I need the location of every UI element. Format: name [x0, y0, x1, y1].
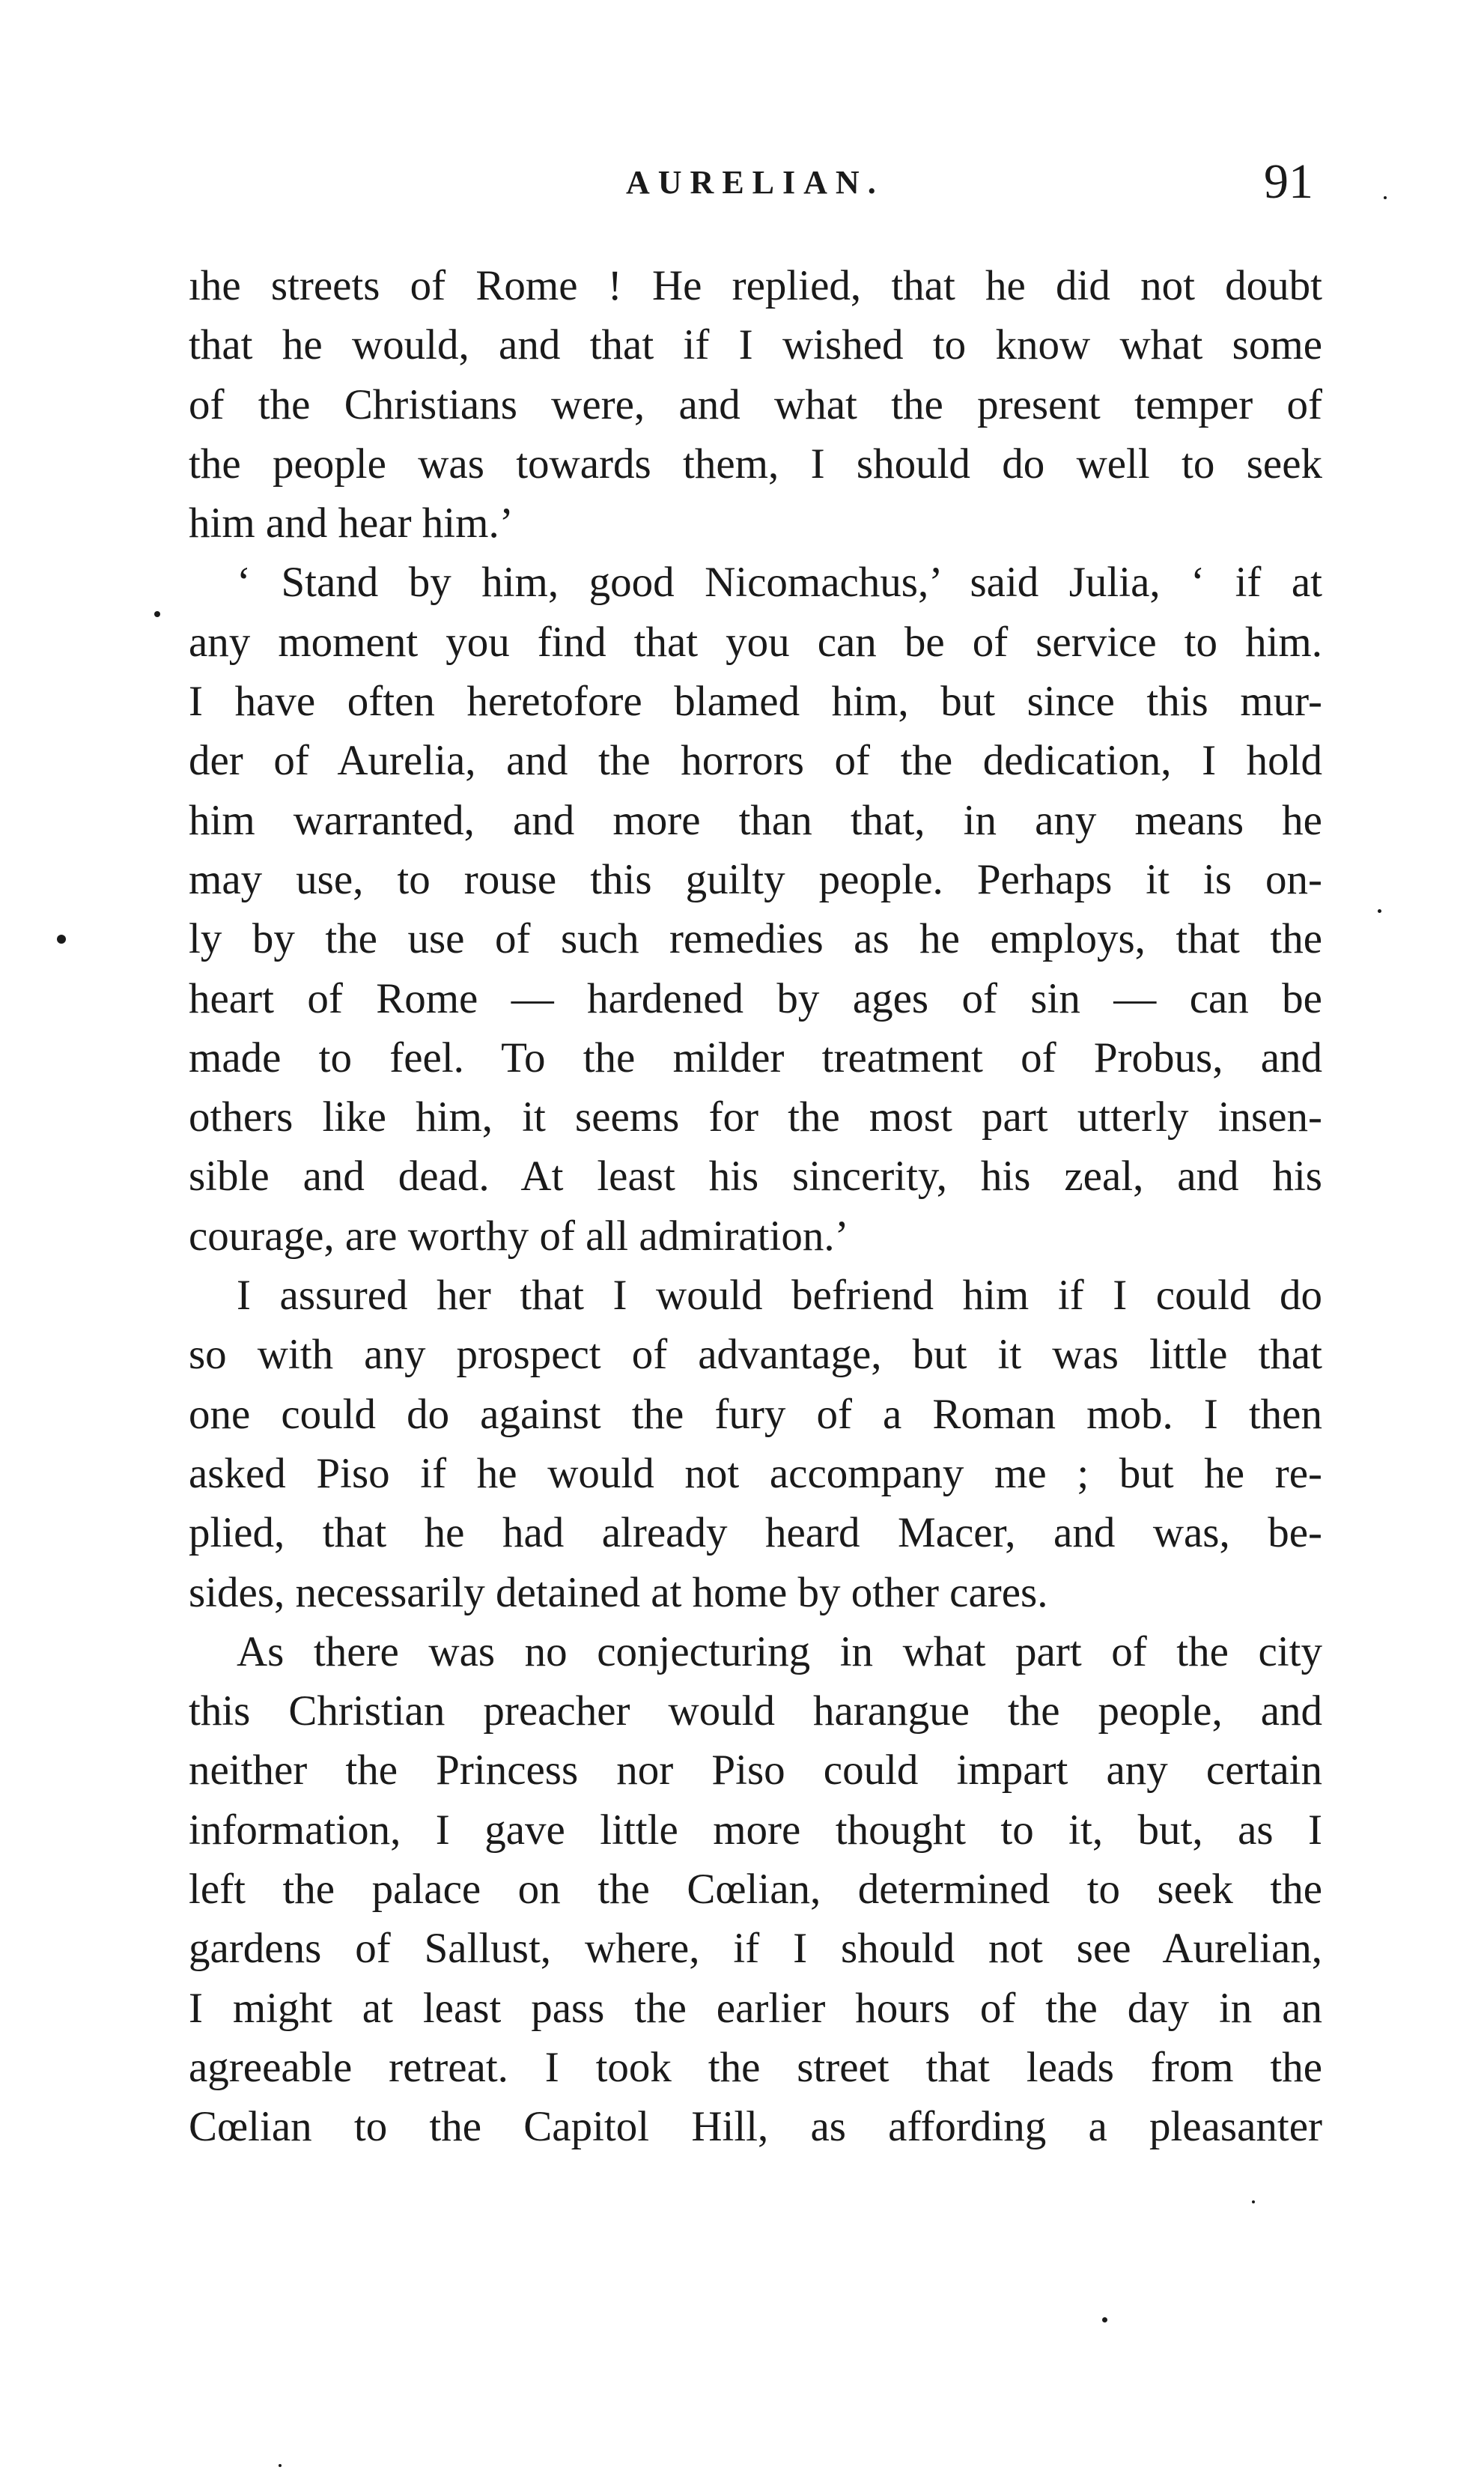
text-line: sides, necessarily detained at home by other cares.: [189, 1568, 1048, 1616]
text-line: any moment you find that you can be of service to him.: [189, 618, 1322, 666]
scan-speck: [1384, 196, 1387, 199]
page-number: 91: [1264, 154, 1313, 209]
running-head: AURELIAN.: [626, 164, 884, 201]
text-line: one could do against the fury of a Roman mob. I then: [189, 1390, 1322, 1438]
scan-speck: [154, 611, 160, 617]
text-line: others like him, it seems for the most part utterly insen-: [189, 1093, 1322, 1141]
text-line: the people was towards them, I should do well to seek: [189, 440, 1322, 488]
text-line: asked Piso if he would not accompany me ; but he re-: [189, 1449, 1322, 1497]
text-line: I assured her that I would befriend him if I could do: [237, 1272, 1322, 1320]
text-line: heart of Rome — hardened by ages of sin — can be: [189, 974, 1322, 1022]
text-line: that he would, and that if I wished to know what some: [189, 321, 1322, 369]
text-line: courage, are worthy of all admiration.’: [189, 1212, 849, 1260]
text-line: I have often heretofore blamed him, but since this mur-: [189, 678, 1322, 726]
scan-speck: [1252, 2200, 1255, 2203]
text-line: Cœlian to the Capitol Hill, as affording a pleasanter: [189, 2103, 1322, 2151]
text-line: information, I gave little more thought to it, but, as I: [189, 1806, 1322, 1854]
scan-speck: [1378, 909, 1381, 913]
text-line: so with any prospect of advantage, but it was little that: [189, 1331, 1322, 1379]
text-line: him and hear him.’: [189, 500, 514, 547]
text-line: of the Christians were, and what the present temper of: [189, 380, 1322, 428]
text-line: der of Aurelia, and the horrors of the dedication, I hold: [189, 737, 1322, 785]
text-line: As there was no conjecturing in what part of the city: [237, 1627, 1322, 1675]
text-line: this Christian preacher would harangue the people, and: [189, 1687, 1322, 1735]
scan-speck: [57, 935, 66, 944]
text-line: plied, that he had already heard Macer, and was, be-: [189, 1509, 1322, 1557]
scan-speck: [1102, 2317, 1107, 2322]
body-text: [189, 256, 1322, 2157]
text-line: sible and dead. At least his sincerity, his zeal, and his: [189, 1153, 1322, 1201]
text-line: ‘ Stand by him, good Nicomachus,’ said Julia, ‘ if at: [237, 559, 1322, 607]
text-line: ly by the use of such remedies as he employs, that the: [189, 915, 1322, 963]
text-line: him warranted, and more than that, in any means he: [189, 796, 1322, 844]
text-line: left the palace on the Cœlian, determined to seek the: [189, 1866, 1322, 1914]
text-line: ıhe streets of Rome ! He replied, that he did not doubt: [189, 262, 1322, 309]
text-line: I might at least pass the earlier hours of the day in an: [189, 1984, 1322, 2032]
scan-speck: [279, 2464, 282, 2467]
text-line: gardens of Sallust, where, if I should not see Aurelian,: [189, 1925, 1322, 1973]
text-line: agreeable retreat. I took the street that leads from the: [189, 2043, 1322, 2091]
text-line: neither the Princess nor Piso could impart any certain: [189, 1747, 1322, 1794]
text-line: may use, to rouse this guilty people. Perhaps it is on-: [189, 855, 1322, 903]
text-line: made to feel. To the milder treatment of Probus, and: [189, 1034, 1322, 1081]
